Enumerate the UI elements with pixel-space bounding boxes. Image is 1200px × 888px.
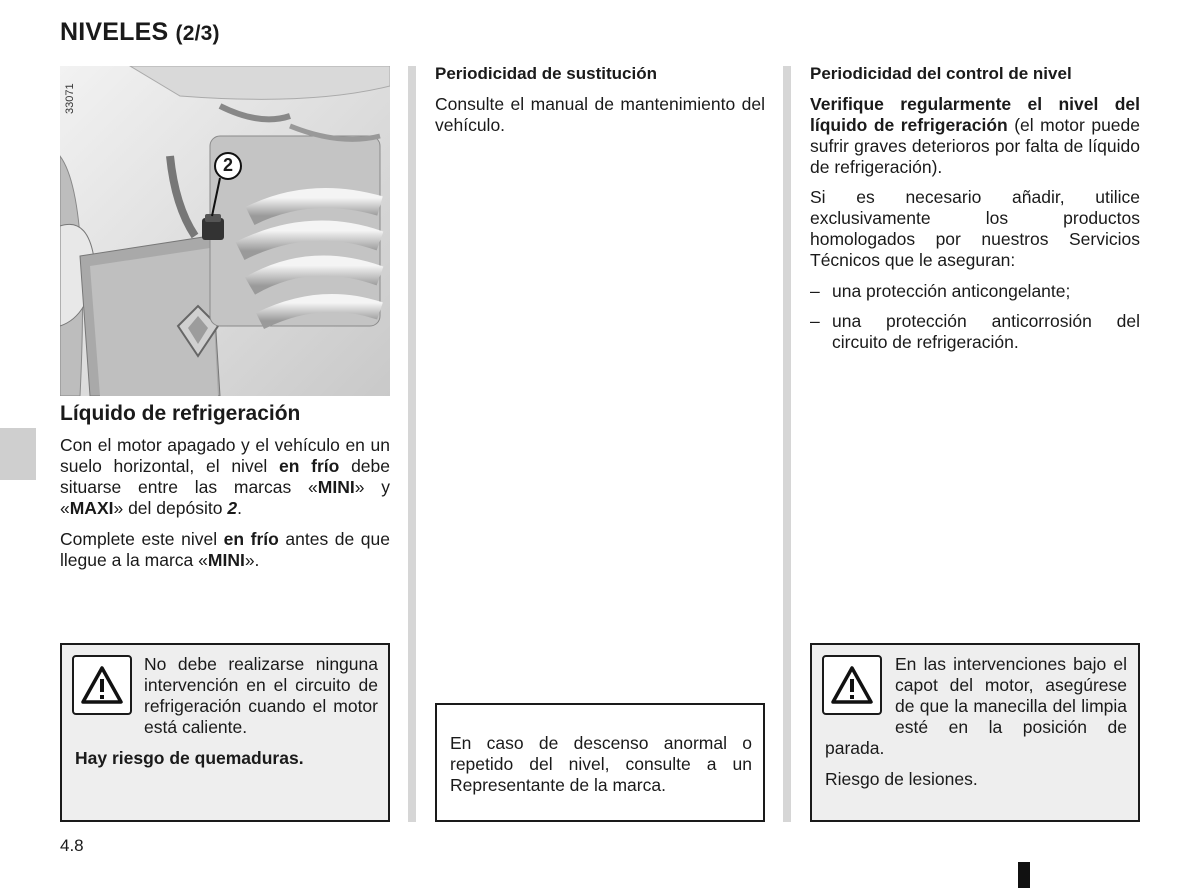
section-tab (0, 428, 36, 480)
list-item: – una protección anticongelante; (810, 281, 1071, 301)
warning-text-2: Riesgo de lesiones. (825, 769, 978, 789)
engine-illustration (60, 66, 390, 396)
page-number: 4.8 (60, 836, 84, 855)
list-item: – una protección anticorrosión del circuito de refrigeración. (810, 311, 1140, 352)
page-title-subtitle: (2/3) (175, 22, 220, 45)
paragraph: Verifique regularmente el nivel del líquido de refrigeración (el motor puede sufrir graves deterioros por falta de líquido de refrigeración). (810, 94, 1140, 177)
column-divider (408, 66, 416, 822)
page-title-main: NIVELES (60, 18, 169, 46)
section-heading: Líquido de refrigeración (60, 402, 301, 425)
callout-number: 2 (222, 155, 233, 175)
warning-triangle-icon (72, 655, 132, 715)
section-heading: Periodicidad del control de nivel (810, 64, 1072, 83)
engine-drawing (60, 66, 390, 396)
paragraph: Con el motor apagado y el vehículo en un suelo horizontal, el nivel en frío debe situarse entre las marcas «MINI» y «MAXI» del depósito 2. (60, 435, 390, 518)
warning-box (60, 643, 390, 822)
figure-code: 33071 (64, 83, 76, 114)
note-text: En caso de descenso anormal o repetido del nivel, consulte a un Representante de la marca. (450, 733, 752, 795)
page-title (60, 18, 220, 47)
warning-bold-text: Hay riesgo de quemaduras. (75, 748, 304, 768)
warning-box (810, 643, 1140, 822)
paragraph: Si es necesario añadir, utilice exclusivamente los productos homologados por nuestros Servicios Técnicos que le aseguran: (810, 187, 1140, 270)
warning-text: En las intervenciones bajo el capot del motor, asegúrese de que la manecilla del limpia esté en la posición de parada. (825, 654, 1127, 758)
section-heading: Periodicidad de sustitución (435, 64, 657, 83)
warning-text: No debe realizarse ninguna intervención en el circuito de refrigeración cuando el motor está caliente. (144, 654, 378, 737)
note-box (435, 703, 765, 822)
page-edge-mark (1018, 862, 1030, 888)
paragraph: Consulte el manual de mantenimiento del vehículo. (435, 94, 765, 135)
paragraph: Complete este nivel en frío antes de que llegue a la marca «MINI». (60, 529, 390, 570)
column-divider (783, 66, 791, 822)
